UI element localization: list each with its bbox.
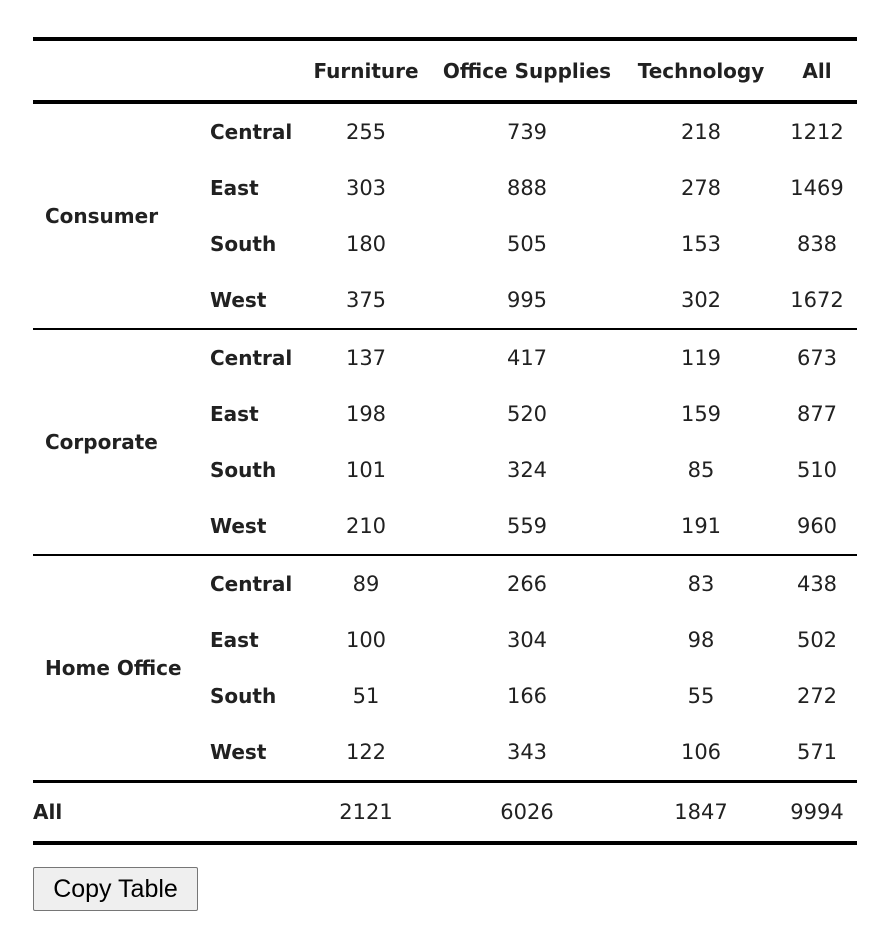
region-label: West	[199, 498, 303, 555]
cell-value: 272	[796, 684, 838, 708]
header-furniture: Furniture	[303, 39, 429, 102]
header-blank-segment	[33, 39, 199, 102]
cell-value: 101	[345, 458, 387, 482]
total-value: 9994	[777, 782, 857, 844]
cell-value: 1672	[777, 272, 857, 329]
table-row	[33, 329, 857, 386]
cell-value: 502	[796, 628, 838, 652]
cell-value: 106	[680, 740, 722, 764]
region-label: Central	[210, 120, 293, 144]
cell-value: 510	[796, 458, 838, 482]
cell-value: 83	[687, 572, 715, 596]
header-office-supplies: Office Supplies	[429, 39, 625, 102]
cell-value: 85	[687, 458, 715, 482]
pivot-table-container	[33, 37, 857, 845]
cell-value: 100	[345, 628, 387, 652]
group-consumer	[33, 102, 857, 329]
cell-value: 210	[303, 498, 429, 555]
table-row	[33, 102, 857, 160]
cell-value: 571	[796, 740, 838, 764]
header-row	[33, 39, 857, 102]
cell-value: 303	[345, 176, 387, 200]
cell-value: 960	[777, 498, 857, 555]
cell-value: 559	[429, 498, 625, 555]
total-blank-region	[199, 782, 303, 844]
cell-value: 191	[625, 498, 777, 555]
header-all: All	[777, 39, 857, 102]
header-technology: Technology	[625, 39, 777, 102]
cell-value: 438	[796, 572, 838, 596]
cell-value: 153	[680, 232, 722, 256]
cell-value: 302	[625, 272, 777, 329]
region-label: West	[199, 272, 303, 329]
region-label: South	[210, 458, 277, 482]
total-row	[33, 782, 857, 844]
cell-value: 55	[687, 684, 715, 708]
cell-value: 1469	[790, 176, 844, 200]
group-home-office	[33, 555, 857, 782]
segment-label: Corporate	[33, 329, 199, 555]
region-label: Central	[210, 346, 293, 370]
cell-value: 198	[345, 402, 387, 426]
region-label: South	[210, 232, 277, 256]
cell-value: 1212	[790, 120, 844, 144]
cell-value: 304	[506, 628, 548, 652]
cell-value: 995	[429, 272, 625, 329]
total-value: 6026	[429, 782, 625, 844]
cell-value: 520	[506, 402, 548, 426]
region-label: West	[210, 740, 267, 764]
cell-value: 137	[345, 346, 387, 370]
cell-value: 159	[680, 402, 722, 426]
cell-value: 89	[352, 572, 380, 596]
region-label: East	[210, 176, 259, 200]
cell-value: 119	[680, 346, 722, 370]
cell-value: 98	[687, 628, 715, 652]
total-value: 2121	[303, 782, 429, 844]
group-corporate	[33, 329, 857, 555]
cell-value: 255	[345, 120, 387, 144]
total-value: 1847	[625, 782, 777, 844]
region-label: Central	[210, 572, 293, 596]
cell-value: 266	[506, 572, 548, 596]
cell-value: 417	[506, 346, 548, 370]
cell-value: 343	[506, 740, 548, 764]
region-label: East	[210, 402, 259, 426]
cell-value: 218	[680, 120, 722, 144]
cell-value: 180	[345, 232, 387, 256]
total-label: All	[33, 782, 199, 844]
segment-label: Consumer	[33, 102, 199, 329]
cell-value: 122	[345, 740, 387, 764]
cell-value: 278	[680, 176, 722, 200]
segment-label: Home Office	[45, 656, 182, 680]
cell-value: 838	[796, 232, 838, 256]
pivot-table	[33, 37, 857, 845]
cell-value: 375	[303, 272, 429, 329]
cell-value: 324	[506, 458, 548, 482]
table-row	[33, 555, 857, 612]
cell-value: 877	[796, 402, 838, 426]
cell-value: 739	[506, 120, 548, 144]
cell-value: 505	[506, 232, 548, 256]
cell-value: 673	[796, 346, 838, 370]
copy-table-button[interactable]: Copy Table	[33, 867, 198, 911]
region-label: South	[210, 684, 277, 708]
header-blank-region	[199, 39, 303, 102]
cell-value: 51	[352, 684, 380, 708]
region-label: East	[210, 628, 259, 652]
cell-value: 888	[506, 176, 548, 200]
cell-value: 166	[506, 684, 548, 708]
